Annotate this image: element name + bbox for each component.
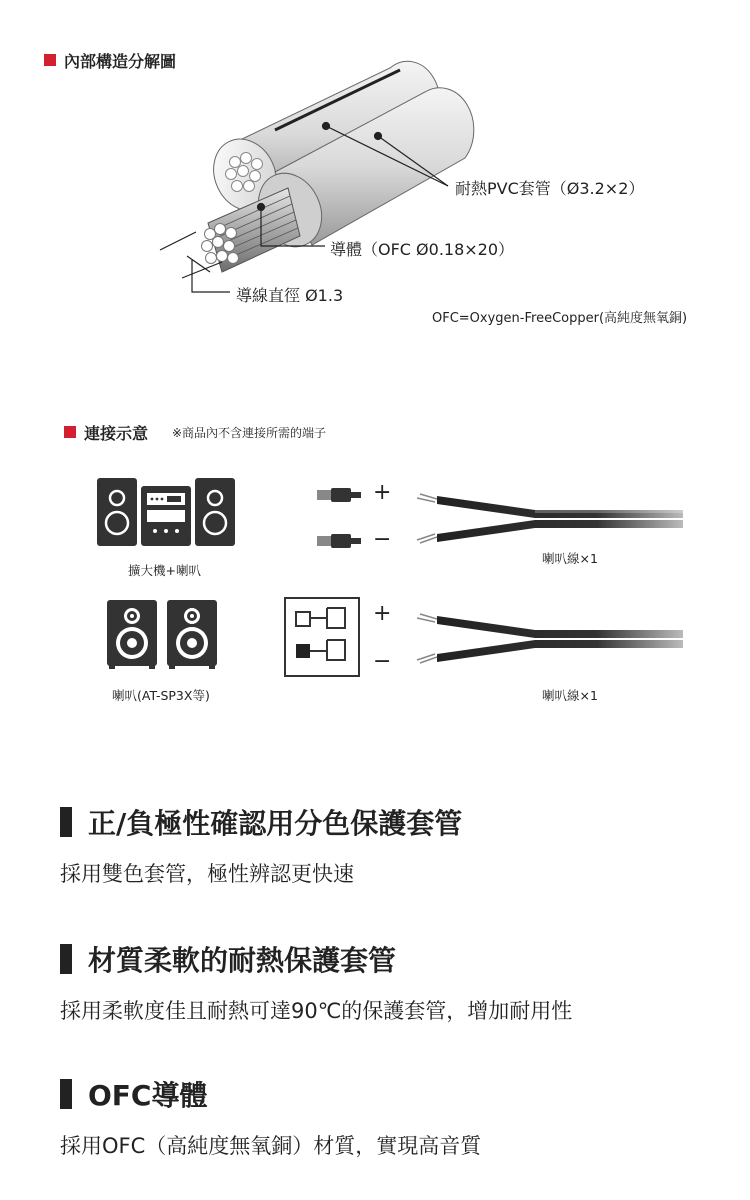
connection-note: ※商品內不含連接所需的端子 xyxy=(172,426,327,440)
feature-desc: 採用雙色套管，極性辨認更快速 xyxy=(60,862,354,886)
cable1-label: 喇叭線×1 xyxy=(542,551,598,566)
feature-heading xyxy=(60,943,396,975)
heading-bar xyxy=(60,807,72,837)
feature-title: 正/負極性確認用分色保護套管 xyxy=(88,807,463,840)
jacket-label: 耐熱PVC套管（Ø3.2×2） xyxy=(455,179,645,198)
minus-sign: − xyxy=(373,649,392,674)
device2-label: 喇叭(AT-SP3X等) xyxy=(112,688,210,703)
plug-connectors xyxy=(315,484,365,554)
device1-label: 擴大機+喇叭 xyxy=(128,563,201,578)
speaker-cable-1 xyxy=(415,488,685,550)
cable2-label: 喇叭線×1 xyxy=(542,688,598,703)
feature-heading xyxy=(60,806,462,838)
feature-title: OFC導體 xyxy=(88,1079,208,1112)
structure-title: 內部構造分解圖 xyxy=(64,52,177,71)
conductor-label: 導體（OFC Ø0.18×20） xyxy=(330,240,515,259)
terminal-block xyxy=(283,596,363,680)
amplifier-speaker-icon xyxy=(95,476,240,548)
feature-desc: 採用OFC（高純度無氧銅）材質，實現高音質 xyxy=(60,1134,482,1158)
plus-sign: + xyxy=(373,601,392,626)
plus-sign: + xyxy=(373,480,392,505)
diameter-label: 導線直徑 Ø1.3 xyxy=(236,286,344,305)
feature-desc: 採用柔軟度佳且耐熱可達90℃的保護套管，增加耐用性 xyxy=(60,999,573,1023)
feature-title: 材質柔軟的耐熱保護套管 xyxy=(88,944,397,977)
minus-sign: − xyxy=(373,527,392,552)
heading-bar xyxy=(60,1079,72,1109)
section-marker xyxy=(64,426,76,438)
heading-bar xyxy=(60,944,72,974)
speakers-icon xyxy=(105,598,220,670)
speaker-cable-2 xyxy=(415,608,685,670)
connection-title: 連接示意 xyxy=(84,424,149,443)
feature-heading xyxy=(60,1078,207,1110)
ofc-note: OFC=Oxygen-FreeCopper(高純度無氧銅) xyxy=(432,311,688,326)
